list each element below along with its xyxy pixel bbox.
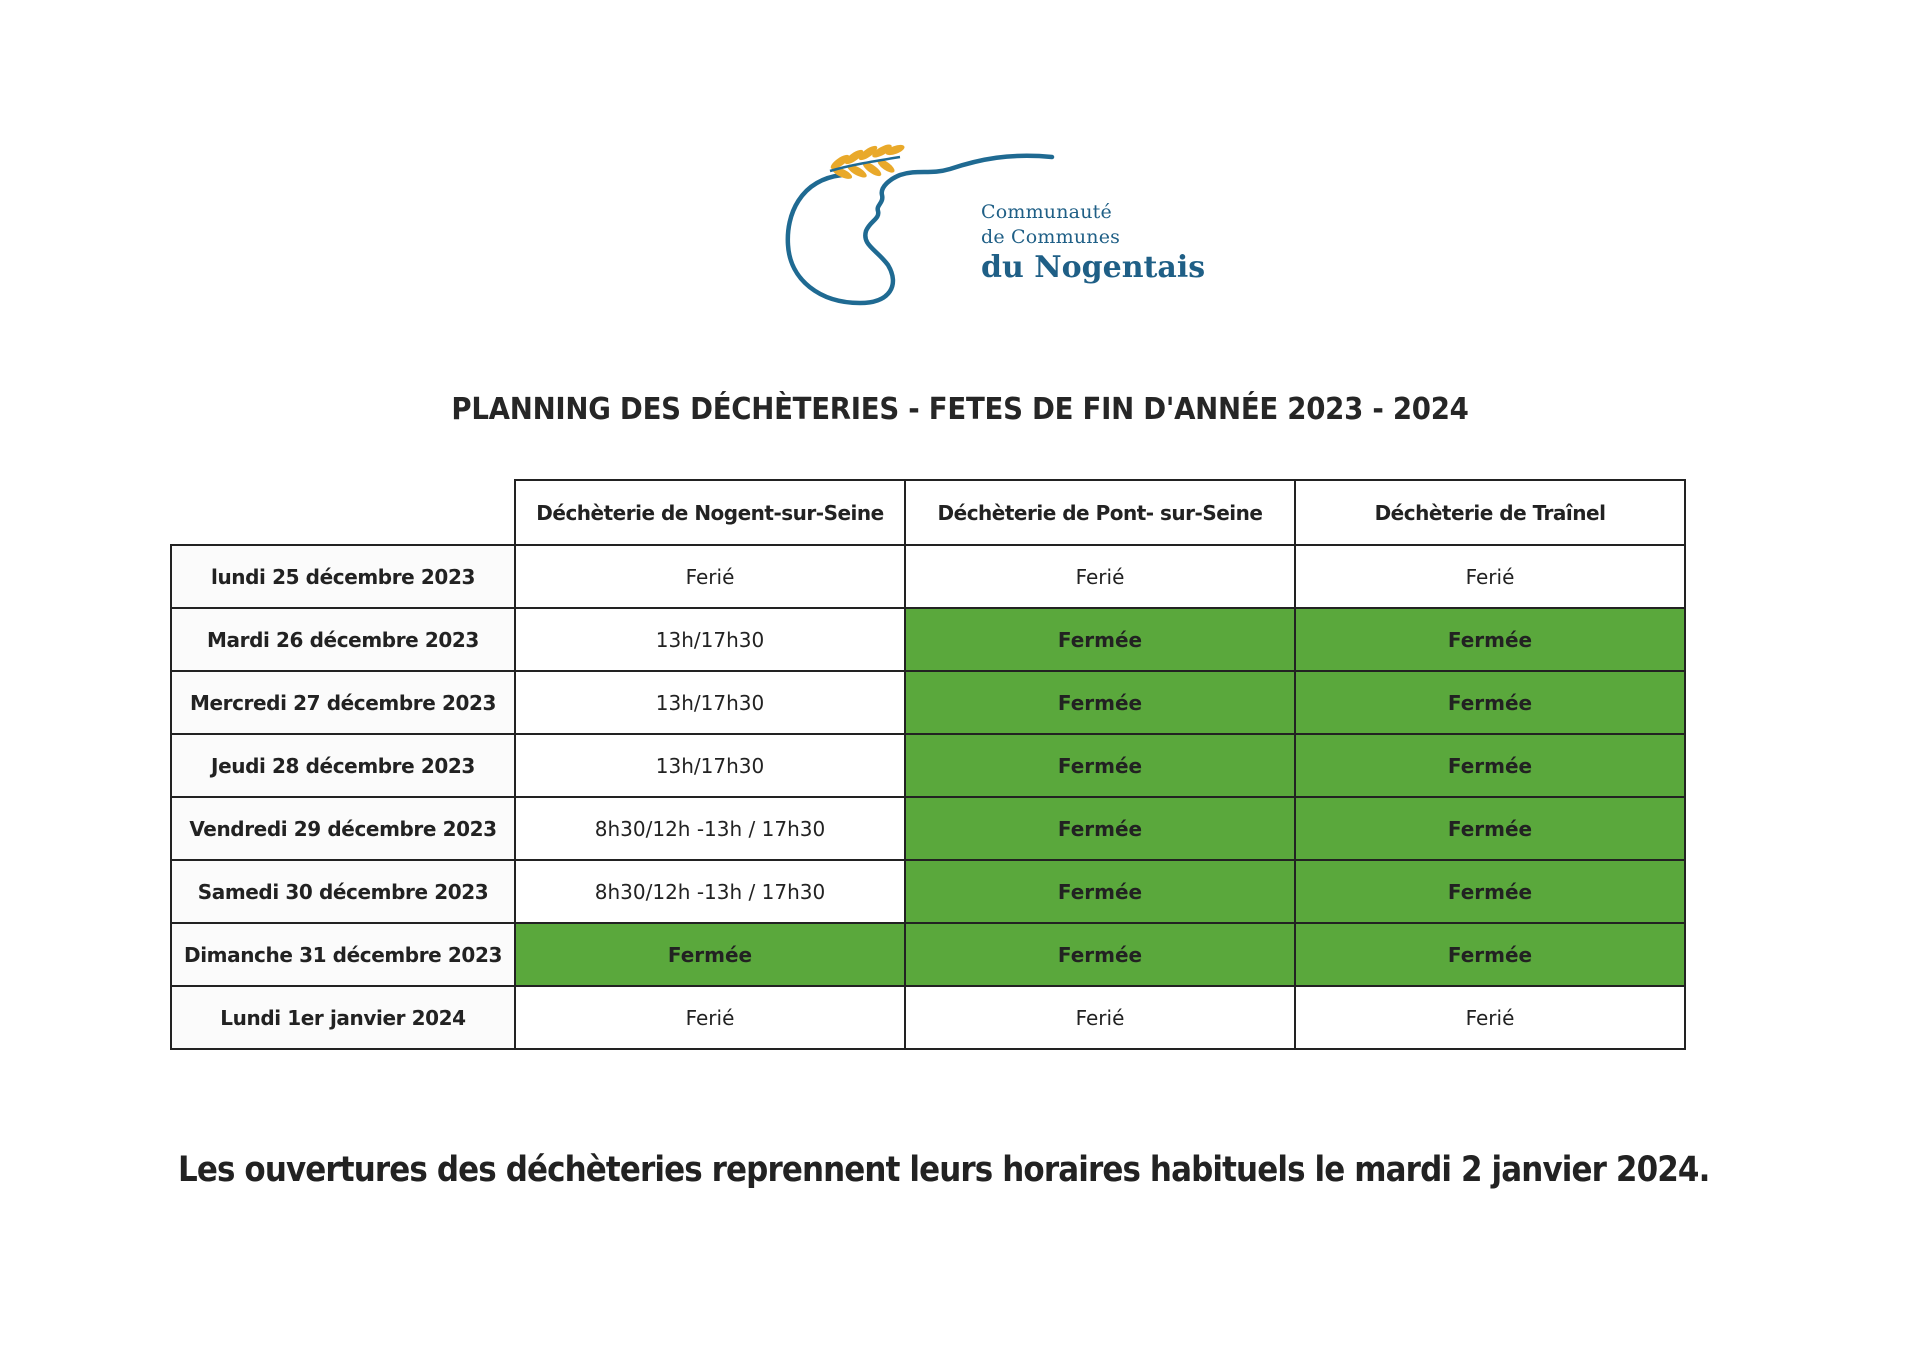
cell-holiday: Ferié (1295, 545, 1685, 608)
row-date-label: Lundi 1er janvier 2024 (171, 986, 515, 1049)
table-row (171, 545, 1685, 608)
row-date-label: Mardi 26 décembre 2023 (171, 608, 515, 671)
table-row (171, 860, 1685, 923)
table-row (171, 797, 1685, 860)
cell-holiday: Ferié (905, 545, 1295, 608)
logo-communaute-nogentais (780, 135, 1220, 315)
page-title: PLANNING DES DÉCHÈTERIES - FETES DE FIN D'ANNÉE 2023 - 2024 (451, 392, 1469, 427)
table-row (171, 986, 1685, 1049)
cell-closed: Fermée (1295, 923, 1685, 986)
cell-holiday: Ferié (905, 986, 1295, 1049)
row-date-label: Samedi 30 décembre 2023 (171, 860, 515, 923)
cell-holiday: Ferié (515, 545, 905, 608)
column-header: Déchèterie de Nogent-sur-Seine (515, 480, 905, 545)
cell-closed: Fermée (905, 671, 1295, 734)
cell-closed: Fermée (905, 860, 1295, 923)
table-header-row (171, 480, 1685, 545)
cell-closed: Fermée (905, 797, 1295, 860)
cell-hours: 13h/17h30 (515, 734, 905, 797)
header-empty-cell (171, 480, 515, 545)
cell-hours: 13h/17h30 (515, 608, 905, 671)
cell-closed: Fermée (1295, 608, 1685, 671)
cell-hours: 8h30/12h -13h / 17h30 (515, 860, 905, 923)
planning-table (170, 479, 1686, 1050)
cell-closed: Fermée (905, 608, 1295, 671)
table-row (171, 671, 1685, 734)
column-header: Déchèterie de Traînel (1295, 480, 1685, 545)
cell-hours: 13h/17h30 (515, 671, 905, 734)
footer-note: Les ouvertures des déchèteries reprennent leurs horaires habituels le mardi 2 janvier 2024. (178, 1150, 1710, 1190)
column-header: Déchèterie de Pont- sur-Seine (905, 480, 1295, 545)
logo-text (981, 200, 1205, 286)
row-date-label: Vendredi 29 décembre 2023 (171, 797, 515, 860)
logo-line-3: du Nogentais (981, 250, 1206, 285)
cell-holiday: Ferié (1295, 986, 1685, 1049)
cell-closed: Fermée (1295, 797, 1685, 860)
row-date-label: Jeudi 28 décembre 2023 (171, 734, 515, 797)
cell-closed: Fermée (1295, 671, 1685, 734)
cell-holiday: Ferié (515, 986, 905, 1049)
table-row (171, 734, 1685, 797)
row-date-label: Mercredi 27 décembre 2023 (171, 671, 515, 734)
cell-closed: Fermée (1295, 734, 1685, 797)
cell-closed: Fermée (515, 923, 905, 986)
table-row (171, 923, 1685, 986)
logo-line-1: Communauté (981, 201, 1112, 223)
cell-hours: 8h30/12h -13h / 17h30 (515, 797, 905, 860)
cell-closed: Fermée (1295, 860, 1685, 923)
row-date-label: lundi 25 décembre 2023 (171, 545, 515, 608)
cell-closed: Fermée (905, 734, 1295, 797)
table-row (171, 608, 1685, 671)
row-date-label: Dimanche 31 décembre 2023 (171, 923, 515, 986)
cell-closed: Fermée (905, 923, 1295, 986)
logo-line-2: de Communes (981, 226, 1121, 248)
